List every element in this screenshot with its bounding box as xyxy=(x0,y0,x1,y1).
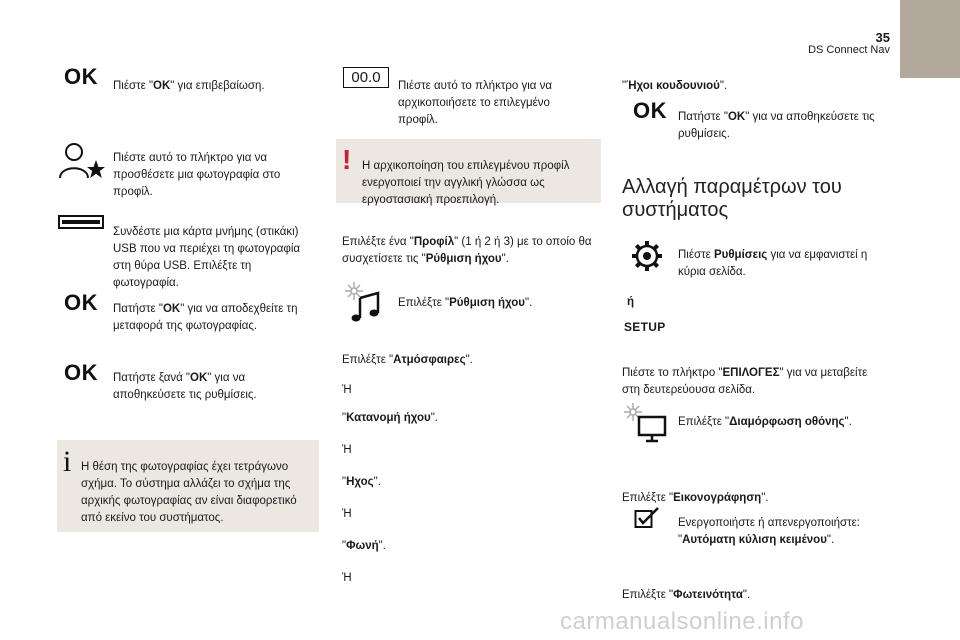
col1-item-add-photo: Πιέστε αυτό το πλήκτρο για να προσθέσετε μια φωτογραφία στο προφίλ. xyxy=(113,151,281,198)
col3-animation: Επιλέξτε "Εικονογράφηση". xyxy=(622,491,769,504)
col2-select-profile: Επιλέξτε ένα "Προφίλ" (1 ή 2 ή 3) με το οποίο θα συσχετίσετε τις "Ρύθμιση ήχου". xyxy=(342,235,592,265)
col2-item-reset: Πιέστε αυτό το πλήκτρο για να αρχικοποιήσετε το επιλεγμένο προφίλ. xyxy=(398,79,553,126)
page-tab xyxy=(900,0,960,78)
watermark: carmanualsonline.info xyxy=(560,608,804,635)
ok-icon: OK xyxy=(64,360,98,385)
gear-icon xyxy=(631,240,663,272)
col2-voice: "Φωνή". xyxy=(342,539,386,552)
section-title: DS Connect Nav xyxy=(808,44,890,56)
ok-icon: OK xyxy=(64,64,98,89)
col1-item-usb: Συνδέστε μια κάρτα μνήμης (στικάκι) USB που να περιέχει τη φωτογραφία στη θύρα USB. Επιλέξτε τη φωτογραφία. xyxy=(113,225,301,289)
info-note xyxy=(57,440,319,532)
or-label: Ή xyxy=(342,383,352,396)
usb-slot-icon xyxy=(58,215,104,229)
col3-ringtones: "Ήχοι κουδουνιού". xyxy=(622,79,728,92)
ok-icon: OK xyxy=(64,290,98,315)
checkbox-icon xyxy=(634,506,660,530)
add-photo-profile-icon xyxy=(58,138,106,182)
col3-brightness: Επιλέξτε "Φωτεινότητα". xyxy=(622,588,751,601)
col3-options: Πιέστε το πλήκτρο "ΕΠΙΛΟΓΕΣ" για να μεταβείτε στη δευτερεύουσα σελίδα. xyxy=(622,366,868,396)
col1-item-accept: Πατήστε "OK" για να αποδεχθείτε τη μεταφορά της φωτογραφίας. xyxy=(113,302,298,332)
reset-display-icon: 00.0 xyxy=(343,67,389,88)
sound-settings-icon xyxy=(340,280,384,324)
info-note-text: Η θέση της φωτογραφίας έχει τετράγωνο σχήμα. Το σύστημα αλλάζει το σχήμα της αρχικής φωτογραφίας αν είναι διαφορετικό από εκείνο του συστήματος. xyxy=(81,460,297,524)
or-label: Ή xyxy=(342,571,352,584)
or-label: Ή xyxy=(342,443,352,456)
col2-sound: "Ηχος". xyxy=(342,475,381,488)
col3-screen-config: Επιλέξτε "Διαμόρφωση οθόνης". xyxy=(678,415,852,428)
ok-icon: OK xyxy=(633,98,667,123)
col2-select-sound: Επιλέξτε "Ρύθμιση ήχου". xyxy=(398,296,533,309)
col3-autoscroll: Ενεργοποιήστε ή απενεργοποιήστε: "Αυτόματη κύλιση κειμένου". xyxy=(678,516,860,546)
section-heading: Αλλαγή παραμέτρων του συστήματος xyxy=(622,176,842,221)
col1-item-confirm: Πιέστε "OK" για επιβεβαίωση. xyxy=(113,79,265,92)
info-icon: i xyxy=(63,445,72,478)
warning-icon: ! xyxy=(342,144,352,175)
col3-save: Πατήστε "OK" για να αποθηκεύσετε τις ρυθμίσεις. xyxy=(678,110,875,140)
page-number: 35 xyxy=(875,30,890,45)
col2-distribution: "Κατανομή ήχου". xyxy=(342,411,438,424)
or-label: Ή xyxy=(342,507,352,520)
setup-button-icon: SETUP xyxy=(624,320,666,334)
screen-settings-icon xyxy=(621,402,667,444)
col2-ambience: Επιλέξτε "Ατμόσφαιρες". xyxy=(342,353,473,366)
or-label: ή xyxy=(627,295,635,308)
warning-note-text: Η αρχικοποίηση του επιλεγμένου προφίλ ενεργοποιεί την αγγλική γλώσσα ως εργοστασιακή προεπιλογή. xyxy=(362,159,570,206)
col1-item-save: Πατήστε ξανά "OK" για να αποθηκεύσετε τις ρυθμίσεις. xyxy=(113,371,257,401)
warning-note xyxy=(336,139,601,206)
col3-settings: Πιέστε Ρυθμίσεις για να εμφανιστεί η κύρια σελίδα. xyxy=(678,248,868,278)
